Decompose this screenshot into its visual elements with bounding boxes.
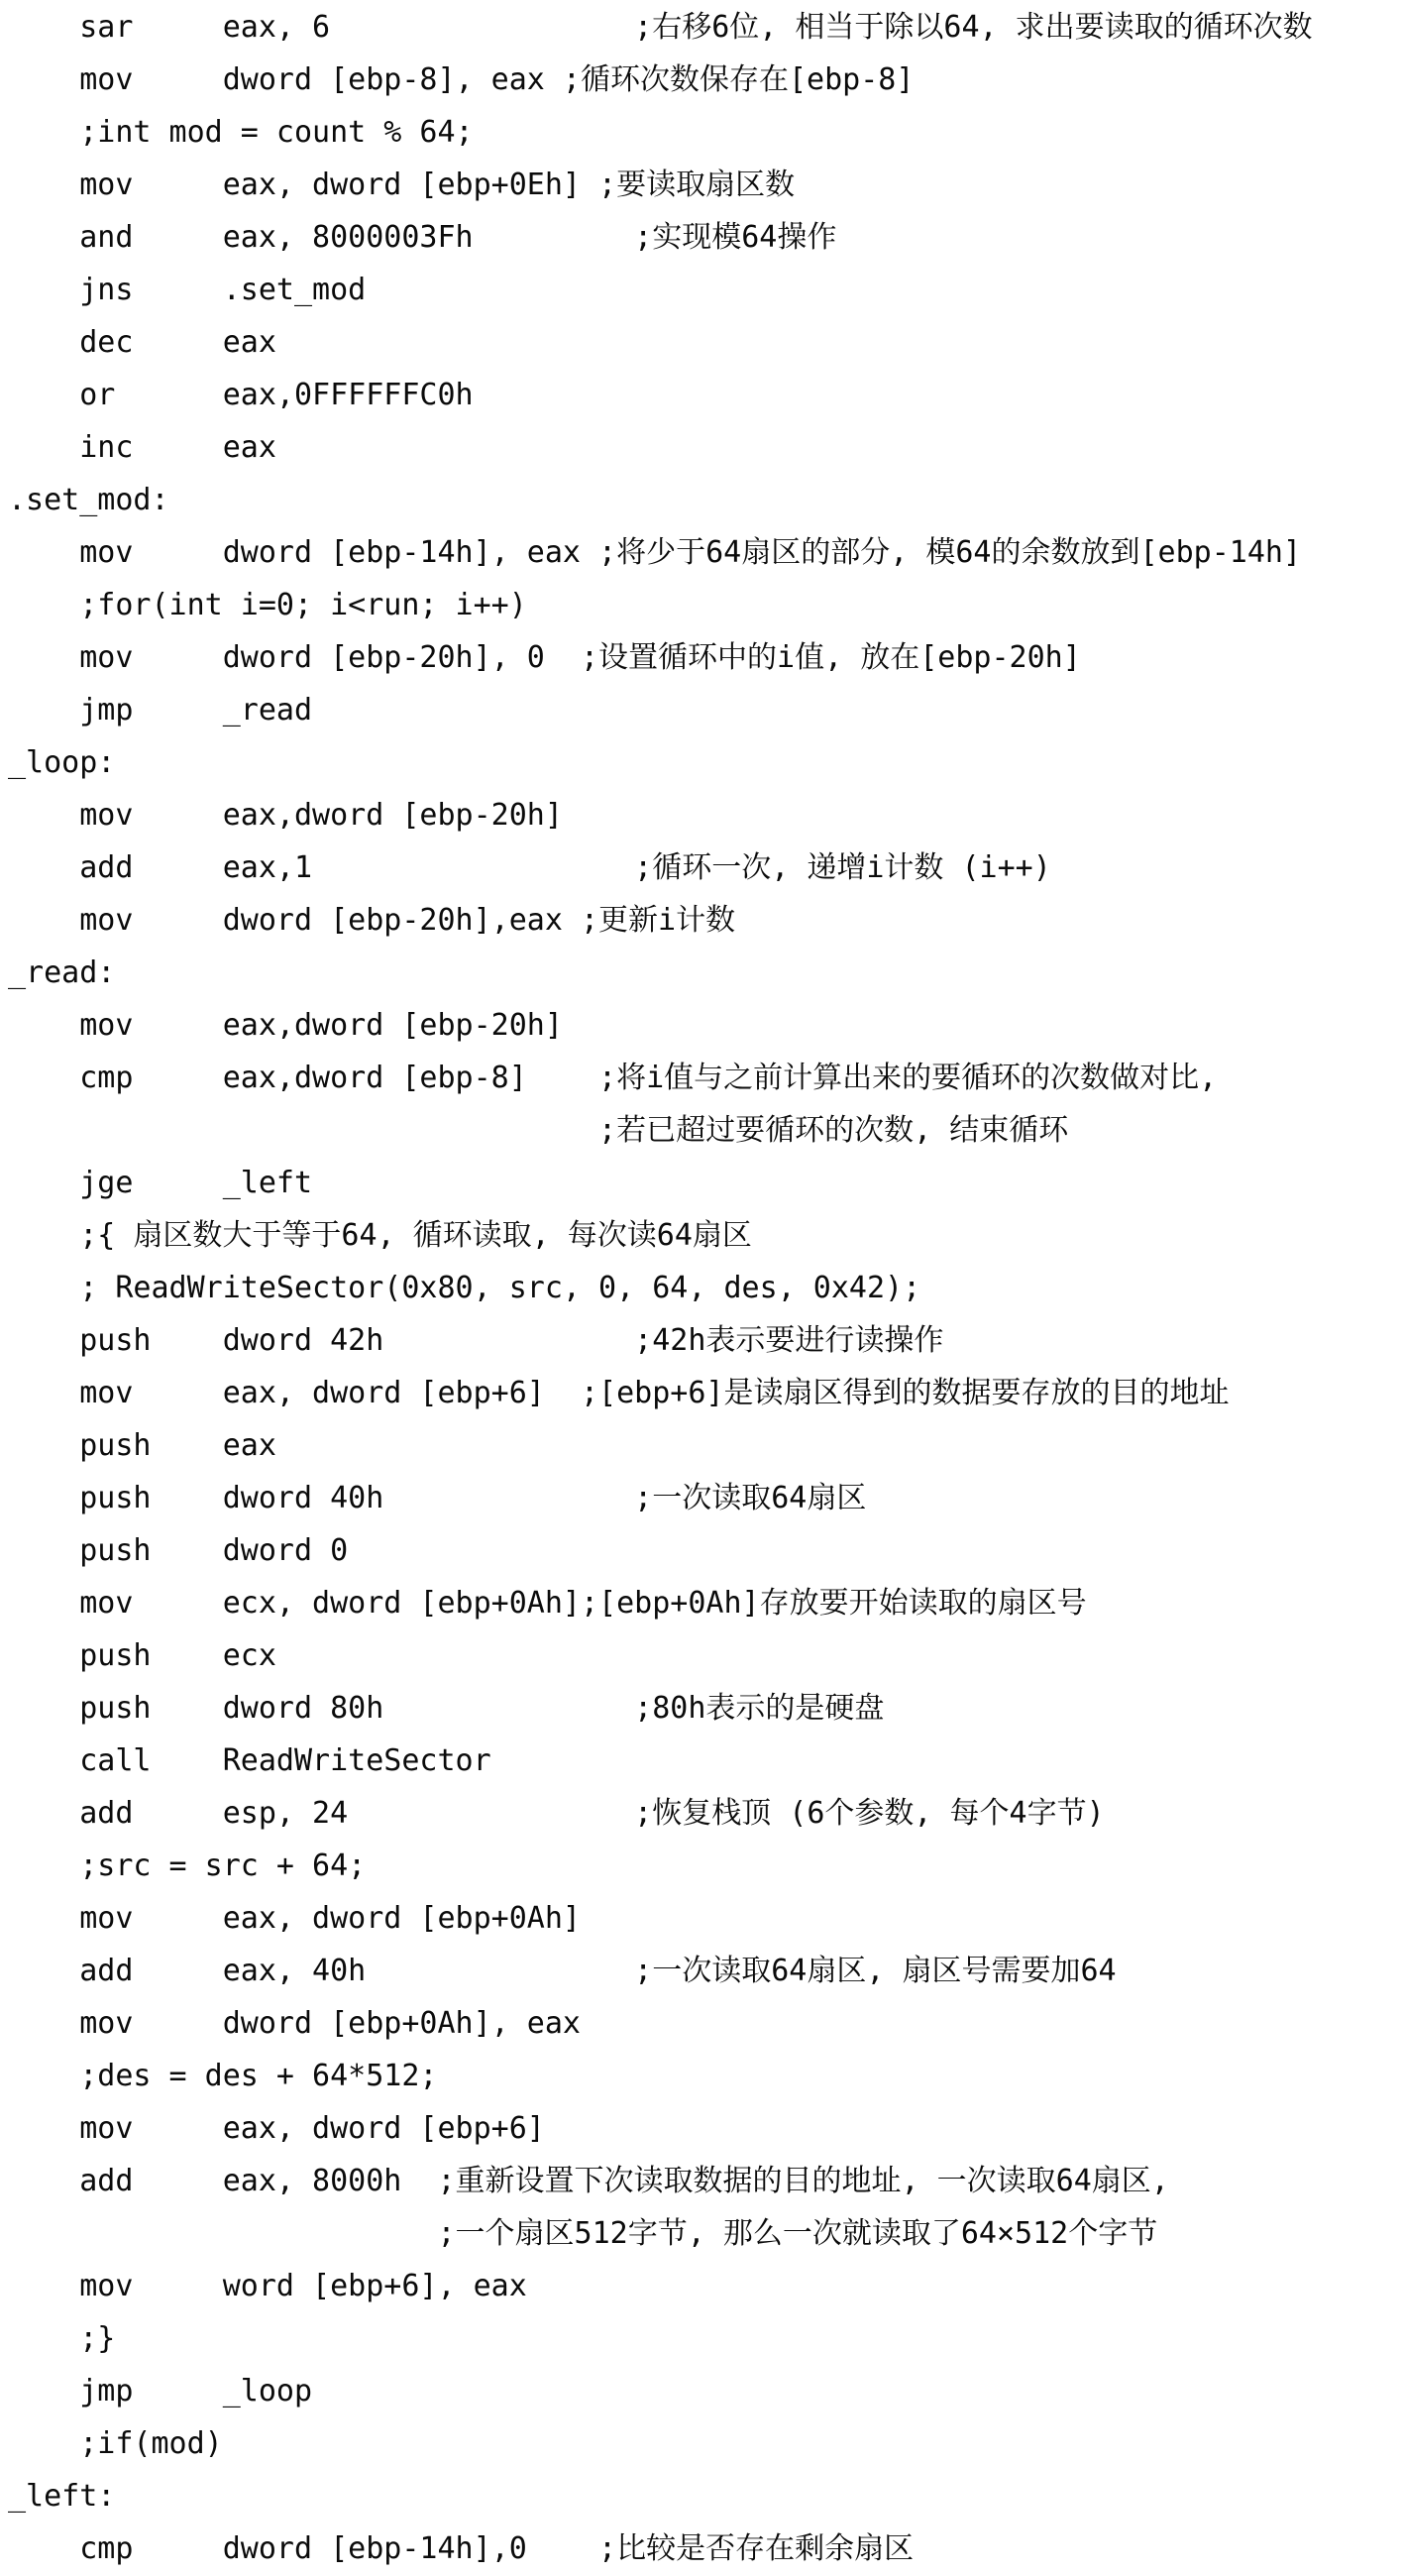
code-line: mov dword [ebp-14h], eax ;将少于64扇区的部分, 模64的余数放到[ebp-14h] (8, 535, 1302, 570)
code-line: mov dword [ebp-20h],eax ;更新i计数 (8, 903, 736, 938)
code-line: cmp eax,dword [ebp-8] ;将i值与之前计算出来的要循环的次数做对比, (8, 1061, 1218, 1095)
code-line: cmp dword [ebp-14h],0 ;比较是否存在剩余扇区 (8, 2531, 915, 2566)
code-line: push dword 0 (8, 1533, 349, 1568)
code-line: jmp _loop (8, 2374, 313, 2408)
code-line: dec eax (8, 325, 276, 360)
code-line: push ecx (8, 1638, 276, 1673)
code-line: inc eax (8, 430, 276, 465)
code-line: mov ecx, dword [ebp+0Ah];[ebp+0Ah]存放要开始读取的扇区号 (8, 1586, 1087, 1621)
code-line: add eax,1 ;循环一次, 递增i计数 (i++) (8, 850, 1051, 885)
code-line: ;for(int i=0; i<run; i++) (8, 588, 527, 622)
code-line: mov eax,dword [ebp-20h] (8, 1008, 563, 1043)
code-line: push dword 80h ;80h表示的是硬盘 (8, 1691, 885, 1726)
code-line: ;若已超过要循环的次数, 结束循环 (8, 1113, 1069, 1148)
code-line: add esp, 24 ;恢复栈顶 (6个参数, 每个4字节) (8, 1796, 1105, 1831)
code-line: jge _left (8, 1166, 313, 1200)
code-line: or eax,0FFFFFFC0h (8, 378, 474, 412)
code-line: _read: (8, 955, 116, 990)
code-line: ;int mod = count % 64; (8, 115, 474, 150)
code-line: ; ReadWriteSector(0x80, src, 0, 64, des, 0x42); (8, 1271, 921, 1305)
code-line: .set_mod: (8, 483, 169, 517)
code-line: call ReadWriteSector (8, 1743, 491, 1778)
code-line: mov dword [ebp-8], eax ;循环次数保存在[ebp-8] (8, 62, 915, 97)
code-line: ;{ 扇区数大于等于64, 循环读取, 每次读64扇区 (8, 1218, 752, 1253)
code-line: jmp _read (8, 693, 313, 728)
code-line: push dword 42h ;42h表示要进行读操作 (8, 1323, 944, 1358)
code-line: ;一个扇区512字节, 那么一次就读取了64×512个字节 (8, 2216, 1158, 2251)
code-line: _left: (8, 2479, 116, 2514)
code-line: _loop: (8, 745, 116, 780)
code-line: mov eax, dword [ebp+0Ah] (8, 1901, 581, 1936)
code-line: and eax, 8000003Fh ;实现模64操作 (8, 220, 837, 255)
code-line: mov dword [ebp+0Ah], eax (8, 2006, 581, 2041)
code-line: ;des = des + 64*512; (8, 2059, 438, 2093)
code-line: mov eax, dword [ebp+0Eh] ;要读取扇区数 (8, 168, 796, 202)
code-line: push eax (8, 1428, 276, 1463)
code-line: mov eax, dword [ebp+6] (8, 2111, 545, 2146)
code-line: ;} (8, 2321, 116, 2356)
code-line: add eax, 8000h ;重新设置下次读取数据的目的地址, 一次读取64扇区, (8, 2164, 1169, 2198)
code-line: mov eax, dword [ebp+6] ;[ebp+6]是读扇区得到的数据要存放的目的地址 (8, 1376, 1230, 1410)
code-line: add eax, 40h ;一次读取64扇区, 扇区号需要加64 (8, 1954, 1117, 1988)
code-line: ;src = src + 64; (8, 1848, 367, 1883)
code-line: mov eax,dword [ebp-20h] (8, 798, 563, 833)
code-line: mov word [ebp+6], eax (8, 2269, 527, 2303)
code-line: push dword 40h ;一次读取64扇区 (8, 1481, 867, 1515)
code-line: jns .set_mod (8, 273, 367, 307)
code-line: sar eax, 6 ;右移6位, 相当于除以64, 求出要读取的循环次数 (8, 10, 1313, 45)
code-line: ;if(mod) (8, 2426, 223, 2461)
code-line: mov dword [ebp-20h], 0 ;设置循环中的i值, 放在[ebp-20h] (8, 640, 1081, 675)
